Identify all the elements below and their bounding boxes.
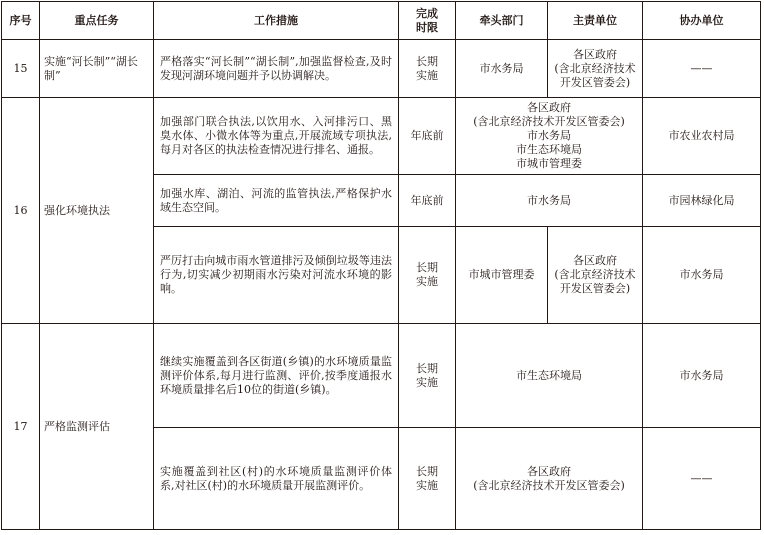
measure-17b: 实施覆盖到社区(村)的水环境质量监测评价体系,对社区(村)的水环境质量开展监测评价。 [154,428,399,530]
measure-17a: 继续实施覆盖到各区街道(乡镇)的水环境质量监测评价体系,每月进行监测、评价,按季度通报水环境质量排名后10位的街道(乡镇)。 [154,324,399,428]
header-measures: 工作措施 [154,2,399,40]
deadline-16a: 年底前 [399,98,456,175]
header-seq: 序号 [2,2,40,40]
seq-16: 16 [2,98,40,324]
task-table [1,1,761,530]
lead-responsible-16a: 各区政府 (含北京经济技术开发区管委会) 市水务局 市生态环境局 市城市管理委 [456,98,643,175]
header-assist: 协办单位 [643,2,761,40]
lead-16c: 市城市管理委 [456,227,548,324]
header-task: 重点任务 [40,2,154,40]
measure-16b: 加强水库、湖泊、河流的监管执法,严格保护水域生态空间。 [154,175,399,227]
header-lead: 牵头部门 [456,2,548,40]
table-row-16a [2,98,761,175]
assist-15: —— [643,40,761,98]
measure-15: 严格落实“河长制”“湖长制”,加强监督检查,及时发现河湖环境问题并予以协调解决。 [154,40,399,98]
responsible-15: 各区政府 (含北京经济技术开发区管委会) [548,40,643,98]
assist-16c: 市水务局 [643,227,761,324]
header-row [2,2,761,40]
assist-16b: 市园林绿化局 [643,175,761,227]
deadline-17a: 长期 实施 [399,324,456,428]
assist-17b: —— [643,428,761,530]
table-row-15 [2,40,761,98]
seq-17: 17 [2,324,40,530]
deadline-16b: 年底前 [399,175,456,227]
header-responsible: 主责单位 [548,2,643,40]
lead-responsible-17a: 市生态环境局 [456,324,643,428]
assist-16a: 市农业农村局 [643,98,761,175]
lead-15: 市水务局 [456,40,548,98]
header-deadline: 完成 时限 [399,2,456,40]
assist-17a: 市水务局 [643,324,761,428]
deadline-16c: 长期 实施 [399,227,456,324]
deadline-17b: 长期 实施 [399,428,456,530]
measure-16c: 严厉打击向城市雨水管道排污及倾倒垃圾等违法行为,切实减少初期雨水污染对河流水环境的影响。 [154,227,399,324]
deadline-15: 长期 实施 [399,40,456,98]
measure-16a: 加强部门联合执法,以饮用水、入河排污口、黑臭水体、小微水体等为重点,开展流域专项执法,每月对各区的执法检查情况进行排名、通报。 [154,98,399,175]
seq-15: 15 [2,40,40,98]
lead-responsible-16b: 市水务局 [456,175,643,227]
table-row-17a [2,324,761,428]
lead-responsible-17b: 各区政府 (含北京经济技术开发区管委会) [456,428,643,530]
task-17: 严格监测评估 [40,324,154,530]
responsible-16c: 各区政府 (含北京经济技术开发区管委会) [548,227,643,324]
task-16: 强化环境执法 [40,98,154,324]
task-15: 实施“河长制”“湖长制” [40,40,154,98]
